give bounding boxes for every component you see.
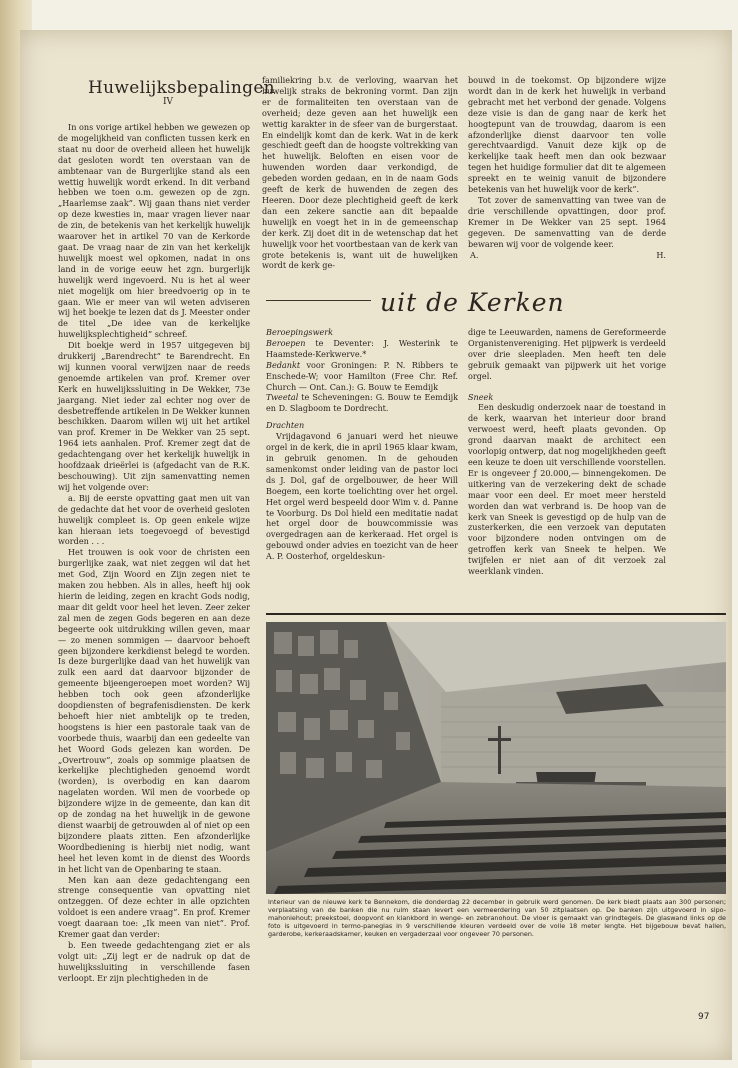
- section-subhead: Sneek: [468, 391, 494, 402]
- section-subhead: Beroepingswerk: [266, 327, 334, 337]
- signature-left: A.: [470, 249, 479, 260]
- paragraph: bouwd in de toekomst. Op bijzondere wijze wordt dan in de kerk het huwelijk in verband gebracht met het verbond der genade. Volgens deze visie is dan de gang naar de kerk het hoogtepunt van de trouwdag, daarom is een afzonderlijke dienst daarvoor ten volle gerechtvaardigd. Vanuit deze kijk op de kerkelijke taak heeft men dan ook bezwaar tegen het huidige formulier dat dit te algemeen spreekt en te weinig vanuit de bijzondere betekenis van het huwelijk voor de kerk”.: [468, 75, 666, 195]
- section-column-left: [266, 327, 458, 562]
- signature: [468, 250, 666, 261]
- photo-rule: [266, 613, 726, 615]
- paragraph: familiekring b.v. de verloving, waarvan het huwelijk straks de bekroning vormt. Dan zijn er de formaliteiten ten overstaan van de overheid; deze geven aan het huwelijk een wettig karakter in de sfeer van de burgerstaat. En eindelijk komt dan de kerk. Wat in de kerk geschiedt geeft dan de hoogste voltrekking van het huwelijk. Beloften en eisen voor de huwenden worden daar verkondigd, de gebeden worden gedaan, en in de naam Gods geeft de kerk de huwenden de zegen des Heeren. Door deze plechtigheid geeft de kerk dan een zekere sanctie aan dit bepaalde huwelijk en voegt het in in de gemeenschap der kerk. Zij doet dit in de wetenschap dat het huwelijk voor het voortbestaan van de kerk van grote betekenis is, want uit de huwelijken wordt de kerk ge-: [262, 75, 458, 271]
- article-part: IV: [162, 97, 174, 107]
- article-column-2: [262, 75, 458, 271]
- paragraph: Tot zover de samenvatting van twee van de drie verschillende opvattingen, door prof. Kremer in De Wekker van 25 sept. 1964 gegeven. De samenvatting van de derde bewaren wij voor de volgende keer.: [468, 194, 666, 249]
- paragraph: Een deskudig onderzoek naar de toestand in de kerk, waarvan het interieur door brand verwoest werd, heeft plaats gevonden. Op grond daarvan maakt de architect een voorlopig ontwerp, dat nog mogelijkheden geeft een keuze te doen uit verschillende voorstellen. Er is ongeveer ƒ 20.000,— binnengekomen. De uitkering van de verzekering dekt de schade maar voor een deel. Er moet meer hersteld worden dan wat verbrand is. De hoop van de kerk van Sneek is gevestigd op de hulp van de zusterkerken, die een verzoek van deputaten voor bijzondere noden ontvingen om de getroffen kerk van Sneek te helpen. We twijfelen er niet aan of dit verzoek zal weerklank vinden.: [468, 402, 666, 577]
- entry-lead: Bedankt: [266, 359, 301, 370]
- photo-illustration: [266, 622, 726, 894]
- church-interior-photo: [266, 622, 726, 894]
- entry-text: te Scheveningen: G. Bouw te Eemdijk en D. Slagboom te Dordrecht.: [266, 392, 458, 414]
- article-title: Huwelijksbepalingen: [88, 78, 275, 98]
- section-divider: [266, 300, 371, 301]
- photo-caption: Interieur van de nieuwe kerk te Bennekom, die donderdag 22 december in gebruik werd genomen. De kerk biedt plaats aan 300 personen; verplaatsing van de banken die nu ruim staan levert een vermeerdering van 50 zitplaatsen op. De banken zijn uitgevoerd in sipo-mahoniehout; preekstoel, doopvont en klankbord in wenge- en zebranohout. De vloer is gemaakt van grindtegels. De glaswand links op de foto is uitgevoerd in termo-paneglas in 9 verschillende kleuren verdeeld over de volle 18 meter lengte. Het bijgebouw bevat hallen, garderobe, kerkeraadskamer, keuken en vergaderzaal voor ongeveer 70 personen.: [268, 898, 726, 939]
- article-column-1: [58, 122, 250, 984]
- section-title: uit de Kerken: [380, 288, 565, 317]
- paragraph: Men kan aan deze gedachtengang een strenge consequentie van opvatting niet ontzeggen. Of deze echter in alle opzichten voldoet is een andere vraag”. En prof. Kremer voegt daaraan toe: „Ik meen van niet”. Prof. Kremer gaat dan verder:: [58, 874, 250, 940]
- section-column-right: [468, 327, 666, 577]
- paragraph: dige te Leeuwarden, namens de Gereformeerde Organistenvereniging. Het pijpwerk is verdeeld over drie sleepladen. Men heeft ten dele gebruik gemaakt van pijpwerk uit het vorige orgel.: [468, 327, 666, 381]
- section-subhead: Drachten: [266, 420, 305, 431]
- entry-lead: Beroepen: [266, 337, 306, 348]
- paragraph: Het trouwen is ook voor de christen een burgerlijke zaak, wat niet zeggen wil dat het met God, Zijn Woord en Zijn zegen niet te maken zou hebben. Als in alles, heeft hij ook hierin de leiding, zegen en kracht Gods nodig, maar dit geldt voor heel het leven. Zeer zeker zal men de zegen Gods begeren en aan deze begeerte ook uitdrukking willen geven, maar — zo menen sommigen — daarvoor behoeft geen bijzondere kerkdienst belegd te worden. Is deze burgerlijke daad van het huwelijk van zulk een aard dat daarvoor bijzonder de gemeente bijeengeroepen moet worden? Wij hebben toch ook geen afzonderlijke doopdiensten of begrafenisdiensten. De kerk behoeft hier niet ambtelijk op te treden, hoogstens is hier een pastorale taak van de voorbede thuis, waarbij dan een gedeelte van het Woord Gods gelezen kan worden. De „Overtrouw”, zoals op sommige plaatsen de kerkelijke plechtigheden genoemd wordt (worden), is overbodig en kan daarom nagelaten worden. Wil men de voorbede op bijzondere wijze in de gemeente, dan kan dit op de zondag na het huwelijk in de gewone dienst waarbij de getrouwden al of niet op een bijzondere plaats zitten. Een afzonderlijke Woordbediening is hierbij niet nodig, want heel het leven komt in de dienst des Woords in het licht van de Openbaring te staan.: [58, 547, 250, 874]
- signature-right: H.: [656, 249, 666, 260]
- paragraph: In ons vorige artikel hebben we gewezen op de mogelijkheid van conflicten tussen kerk en staat nu door de overheid alleen het huwelijk dat gesloten wordt ten overstaan van de ambtenaar van de Burgerlijke stand als een wettig huwelijk wordt erkend. In dit verband hebben we toen o.m. gewezen op de zgn. „Haarlemse zaak”. Wij gaan thans niet verder op deze kwesties in, maar vragen liever naar de zin, de betekenis van het kerkelijk huwelijk waarover het in artikel 70 van de Kerkorde gaat. De vraag naar de zin van het kerkelijk huwelijk moest wel opkomen, nadat in ons land in de vorige eeuw het zgn. burgerlijk huwelijk werd ingevoerd. Nu is het al weer niet mogelijk om hier breedvoerig op in te gaan. Wie er meer van wil weten adviseren wij het boekje te lezen dat ds J. Meester onder de titel „De idee van de kerkelijke huwelijksplechtigheid” schreef.: [58, 122, 250, 340]
- page-number: 97: [698, 1012, 710, 1022]
- entry-lead: Tweetal: [266, 392, 299, 403]
- paragraph: b. Een tweede gedachtengang ziet er als volgt uit: „Zij legt er de nadruk op dat de huwelijkssluiting in verschillende fasen verloopt. Er zijn plechtigheden in de: [58, 939, 250, 983]
- paragraph: a. Bij de eerste opvatting gaat men uit van de gedachte dat het voor de overheid gesloten huwelijk compleet is. Op geen enkele wijze kan hieraan iets toegevoegd of bevestigd worden . . .: [58, 492, 250, 547]
- paragraph: Dit boekje werd in 1957 uitgegeven bij drukkerij „Barendrecht” te Barendrecht. En wij kunnen vooral verwijzen naar de reeds genoemde artikelen van prof. Kremer over Kerk en huwelijkssluiting in De Wekker, 73e jaargang. Niet ieder zal echter nog over de desbetreffende artikelen in De Wekker kunnen beschikken. Daarom willen wij uit het artikel van prof. Kremer in De Wekker van 25 sept. 1964 iets aanhalen. Prof. Kremer zegt dat de gedachtengang over het kerkelijk huwelijk in hoofdzaak drieërlei is (afgedacht van de R.K. beschouwing). Uit zijn samenvatting nemen wij het volgende over:: [58, 340, 250, 492]
- article-column-3: [468, 75, 666, 260]
- entry-text: te Deventer: J. Westerink te Haamstede-Kerkwerve.*: [266, 337, 458, 359]
- paragraph: Vrijdagavond 6 januari werd het nieuwe orgel in de kerk, die in april 1965 klaar kwam, in gebruik genomen. In de gehouden samenkomst onder leiding van de pastor loci ds J. Dol, gaf de orgelbouwer, de heer Will Boegem, een korte toelichting over het orgel. Het orgel werd bespeeld door Wim v. d. Panne te Voorburg. Ds Dol hield een meditatie nadat het orgel door de bouwcommissie was overgedragen aan de kerkeraad. Het orgel is gebouwd onder advies en toezicht van de heer A. P. Oosterhof, orgeldeskun-: [266, 431, 458, 562]
- entry-text: voor Groningen: P. N. Ribbers te Enschede-W; voor Hamilton (Free Chr. Ref. Church — Ont. Can.): G. Bouw te Eemdijk: [266, 359, 458, 392]
